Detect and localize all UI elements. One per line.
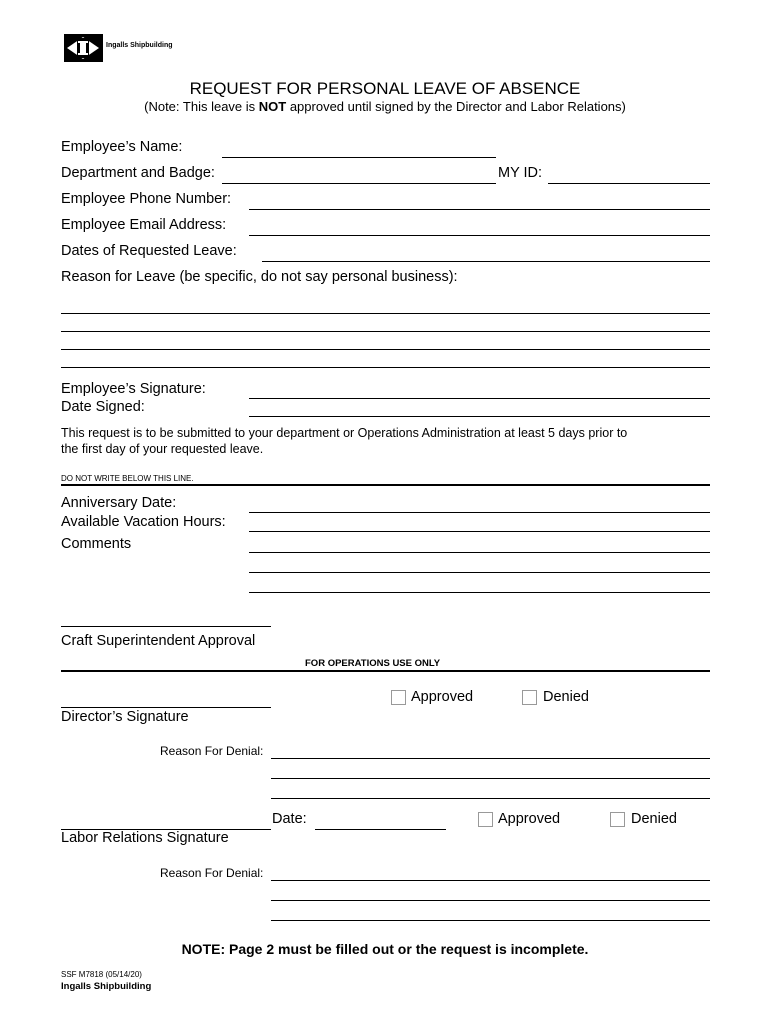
instructions-line-1: This request is to be submitted to your department or Operations Administration at least 5 days prior to	[61, 426, 628, 440]
phone-field[interactable]	[249, 209, 710, 210]
labor-reason-line-2[interactable]	[271, 900, 710, 901]
reason-label: Reason for Leave (be specific, do not say personal business):	[61, 269, 458, 285]
signature-field[interactable]	[249, 398, 710, 399]
department-badge-field[interactable]	[222, 183, 496, 184]
comments-line-1[interactable]	[249, 552, 710, 553]
labor-reason-line-3[interactable]	[271, 920, 710, 921]
reason-line-1[interactable]	[61, 313, 710, 314]
craft-approval-label: Craft Superintendent Approval	[61, 633, 256, 649]
director-reason-line-1[interactable]	[271, 758, 710, 759]
comments-line-3[interactable]	[249, 592, 710, 593]
vacation-label: Available Vacation Hours:	[61, 514, 226, 530]
director-reason-line-2[interactable]	[271, 778, 710, 779]
anniversary-label: Anniversary Date:	[61, 495, 177, 511]
craft-approval-field[interactable]	[61, 626, 271, 627]
footer-company: Ingalls Shipbuilding	[61, 981, 152, 992]
director-signature-label: Director’s Signature	[61, 709, 189, 725]
form-id: SSF M7818 (05/14/20)	[61, 970, 142, 979]
phone-label: Employee Phone Number:	[61, 191, 232, 207]
dates-field[interactable]	[262, 261, 710, 262]
director-approved-checkbox[interactable]	[391, 690, 406, 705]
director-reason-line-3[interactable]	[271, 798, 710, 799]
reason-line-3[interactable]	[61, 349, 710, 350]
vacation-field[interactable]	[249, 531, 710, 532]
labor-denied-label: Denied	[631, 811, 677, 827]
my-id-field[interactable]	[548, 183, 710, 184]
director-approved-label: Approved	[411, 689, 474, 705]
labor-reason-line-1[interactable]	[271, 880, 710, 881]
dates-label: Dates of Requested Leave:	[61, 243, 237, 259]
comments-label: Comments	[61, 536, 132, 552]
labor-approved-checkbox[interactable]	[478, 812, 493, 827]
anniversary-field[interactable]	[249, 512, 710, 513]
labor-reason-label: Reason For Denial:	[160, 866, 264, 880]
labor-approved-label: Approved	[498, 811, 561, 827]
note-suffix: approved until signed by the Director and Labor Relations)	[286, 99, 626, 114]
reason-line-2[interactable]	[61, 331, 710, 332]
logo-company-name: Ingalls Shipbuilding	[106, 42, 173, 49]
operations-divider	[61, 670, 710, 672]
labor-date-field[interactable]	[315, 829, 446, 830]
company-logo	[63, 32, 173, 64]
note-prefix: (Note: This leave is	[144, 99, 259, 114]
labor-denied-checkbox[interactable]	[610, 812, 625, 827]
employee-name-field[interactable]	[222, 157, 496, 158]
note-bold: NOT	[258, 99, 287, 114]
divider-line	[61, 484, 710, 486]
signature-label: Employee’s Signature:	[61, 381, 206, 397]
reason-line-4[interactable]	[61, 367, 710, 368]
director-signature-field[interactable]	[61, 707, 271, 708]
instructions-line-2: the first day of your requested leave.	[61, 442, 264, 456]
employee-name-label: Employee’s Name:	[61, 139, 183, 155]
email-field[interactable]	[249, 235, 710, 236]
form-note	[0, 99, 770, 114]
ingalls-logo-icon	[63, 32, 105, 64]
date-signed-field[interactable]	[249, 416, 710, 417]
email-label: Employee Email Address:	[61, 217, 227, 233]
my-id-label: MY ID:	[498, 165, 543, 181]
labor-signature-label: Labor Relations Signature	[61, 830, 229, 846]
labor-date-label: Date:	[272, 811, 307, 827]
operations-header: FOR OPERATIONS USE ONLY	[305, 658, 441, 669]
footer-note: NOTE: Page 2 must be filled out or the request is incomplete.	[181, 941, 589, 957]
director-reason-label: Reason For Denial:	[160, 744, 264, 758]
divider-label: DO NOT WRITE BELOW THIS LINE.	[61, 474, 194, 483]
director-denied-checkbox[interactable]	[522, 690, 537, 705]
date-signed-label: Date Signed:	[61, 399, 145, 415]
form-title: REQUEST FOR PERSONAL LEAVE OF ABSENCE	[189, 79, 581, 98]
comments-line-2[interactable]	[249, 572, 710, 573]
director-denied-label: Denied	[543, 689, 589, 705]
department-badge-label: Department and Badge:	[61, 165, 215, 181]
